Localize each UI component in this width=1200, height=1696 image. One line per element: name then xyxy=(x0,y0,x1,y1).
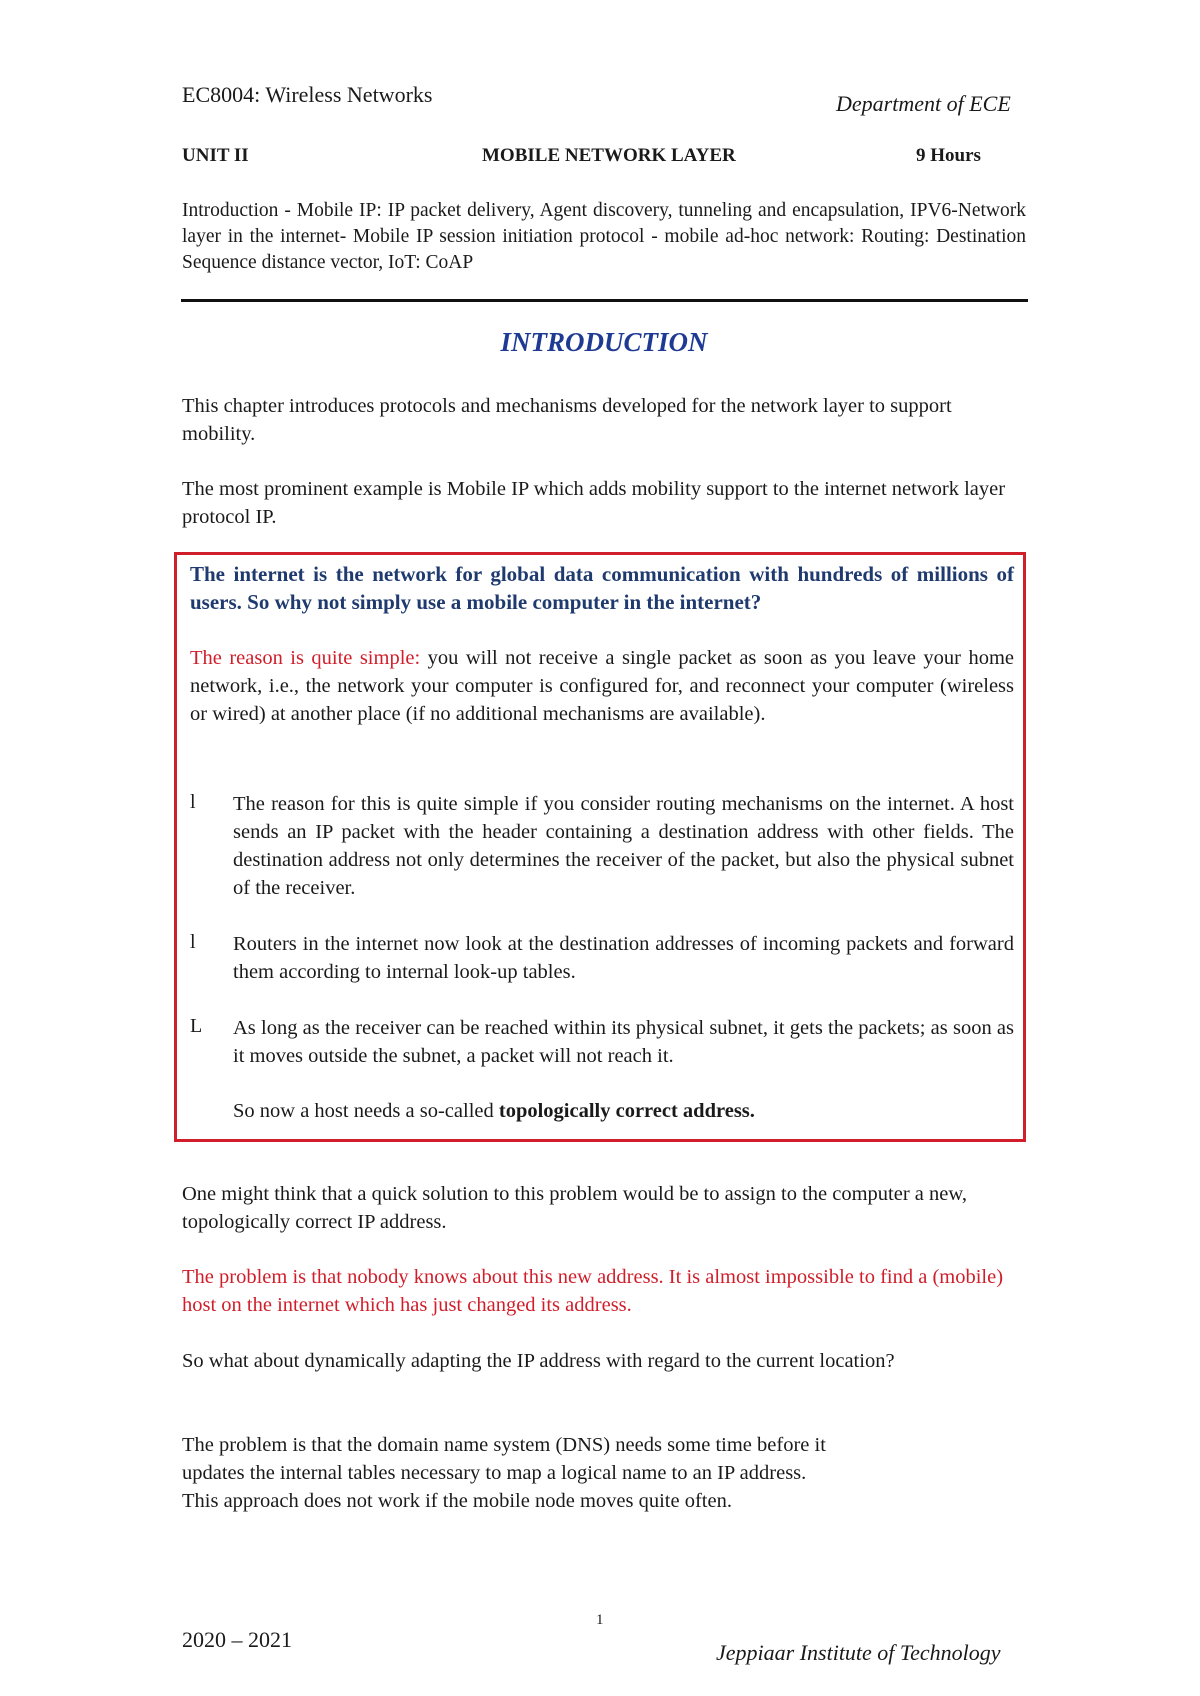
department-label: Department of ECE xyxy=(836,91,1011,116)
bullet-mark-3: L xyxy=(190,1015,203,1037)
footer-year: 2020 – 2021 xyxy=(182,1627,292,1652)
page-number: 1 xyxy=(596,1612,604,1628)
unit-title: MOBILE NETWORK LAYER xyxy=(482,145,736,166)
paragraph-dns xyxy=(182,1431,1026,1515)
bullet-text-1: The reason for this is quite simple if you consider routing mechanisms on the internet. A host sends an IP packet with the header containing a destination address with other fields. The destination address not only determines the receiver of the packet, but also the physical subnet of the receiver. xyxy=(233,793,1014,899)
course-title: EC8004: Wireless Networks xyxy=(182,82,433,107)
unit-label: UNIT II xyxy=(182,145,249,166)
reason-text: you will not receive a single packet as soon as you leave your home network, i.e., the network your computer is configured for, and reconnect your computer (wireless or wired) at another place (if no additional mechanisms are available). xyxy=(190,647,1014,725)
paragraph-problem-red: The problem is that nobody knows about this new address. It is almost impossible to find a (mobile) host on the internet which has just changed its address. xyxy=(182,1266,1004,1316)
syllabus-text: Introduction - Mobile IP: IP packet delivery, Agent discovery, tunneling and encapsulation, IPV6-Network layer in the internet- Mobile IP session initiation protocol - mobile ad-hoc network: Routing: Destination Sequence distance vector, IoT: CoAP xyxy=(182,200,1026,273)
bullet-text-3: As long as the receiver can be reached within its physical subnet, it gets the packets; as soon as it moves outside the subnet, a packet will not reach it. xyxy=(233,1017,1014,1067)
bullet-mark-1: l xyxy=(190,791,196,813)
section-divider xyxy=(181,299,1028,302)
dns-line-1: The problem is that the domain name system (DNS) needs some time before it xyxy=(182,1434,826,1456)
dns-line-3: This approach does not work if the mobile node moves quite often. xyxy=(182,1490,732,1512)
box-reason xyxy=(190,644,1014,728)
closing-bold: topologically correct address. xyxy=(498,1100,755,1122)
section-title: INTRODUCTION xyxy=(500,327,708,357)
paragraph-quick-solution: One might think that a quick solution to this problem would be to assign to the computer a new, topologically correct IP address. xyxy=(182,1183,967,1233)
intro-paragraph-2: The most prominent example is Mobile IP which adds mobility support to the internet network layer protocol IP. xyxy=(182,478,1006,528)
closing-text: So now a host needs a so-called xyxy=(233,1100,499,1122)
box-closing xyxy=(233,1097,1014,1125)
bullet-text-2: Routers in the internet now look at the destination addresses of incoming packets and forward them according to internal look-up tables. xyxy=(233,933,1014,983)
box-question: The internet is the network for global data communication with hundreds of millions of users. So why not simply use a mobile computer in the internet? xyxy=(190,562,1014,614)
unit-hours: 9 Hours xyxy=(916,145,981,166)
paragraph-dynamic-ip: So what about dynamically adapting the IP address with regard to the current location? xyxy=(182,1350,895,1372)
bullet-mark-2: l xyxy=(190,931,196,953)
intro-paragraph-1: This chapter introduces protocols and mechanisms developed for the network layer to support mobility. xyxy=(182,395,952,445)
footer-institute: Jeppiaar Institute of Technology xyxy=(716,1640,1001,1665)
dns-line-2: updates the internal tables necessary to map a logical name to an IP address. xyxy=(182,1462,807,1484)
reason-lead: The reason is quite simple: xyxy=(190,647,421,669)
